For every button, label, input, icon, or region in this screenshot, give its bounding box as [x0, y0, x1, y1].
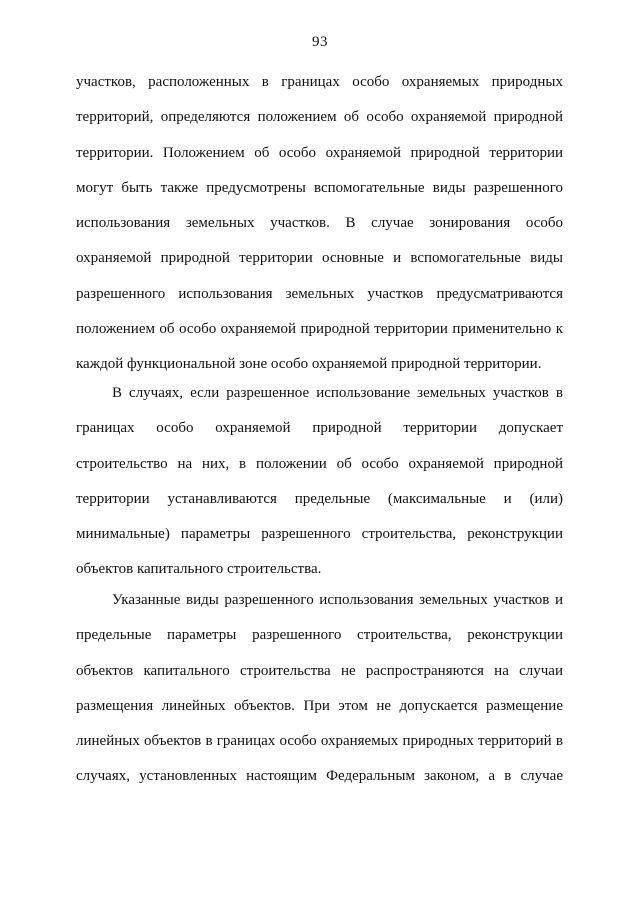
- text-line: положением об особо охраняемой природной территории применительно к: [76, 321, 563, 338]
- text-line: участков, расположенных в границах особо охраняемых природных: [76, 74, 563, 90]
- text-line: каждой функциональной зоне особо охраняемой природной территории.: [76, 356, 542, 373]
- text-line: территории. Положением об особо охраняемой природной территории: [76, 144, 563, 161]
- text-line: границах особо охраняемой природной территории допускает: [76, 420, 563, 437]
- text-line: территорий, определяются положением об особо охраняемой природной: [76, 109, 563, 126]
- text-line: минимальные) параметры разрешенного строительства, реконструкции: [76, 526, 563, 543]
- text-line: Указанные виды разрешенного использования земельных участков и: [112, 592, 563, 608]
- text-line: охраняемой природной территории основные и вспомогательные виды: [76, 250, 563, 267]
- paragraph-2: [76, 383, 563, 595]
- paragraph-1: [76, 72, 563, 390]
- text-line: разрешенного использования земельных участков предусматриваются: [76, 285, 563, 302]
- page-number: 93: [312, 34, 328, 50]
- text-line: случаях, установленных настоящим Федеральным законом, а в случае: [76, 768, 563, 785]
- text-line: территории устанавливаются предельные (максимальные и (или): [76, 490, 563, 507]
- text-line: объектов капитального строительства.: [76, 561, 322, 578]
- paragraph-3: [76, 590, 563, 802]
- text-line: использования земельных участков. В случае зонирования особо: [76, 215, 563, 232]
- text-line: строительство на них, в положении об особо охраняемой природной: [76, 455, 563, 472]
- text-line: предельные параметры разрешенного строительства, реконструкции: [76, 627, 563, 644]
- text-line: объектов капитального строительства не распространяются на случаи: [76, 662, 563, 679]
- text-line: линейных объектов в границах особо охраняемых природных территорий в: [76, 733, 563, 750]
- text-line: могут быть также предусмотрены вспомогательные виды разрешенного: [76, 179, 563, 196]
- text-line: В случаях, если разрешенное использование земельных участков в: [112, 385, 563, 401]
- text-line: размещения линейных объектов. При этом не допускается размещение: [76, 697, 563, 714]
